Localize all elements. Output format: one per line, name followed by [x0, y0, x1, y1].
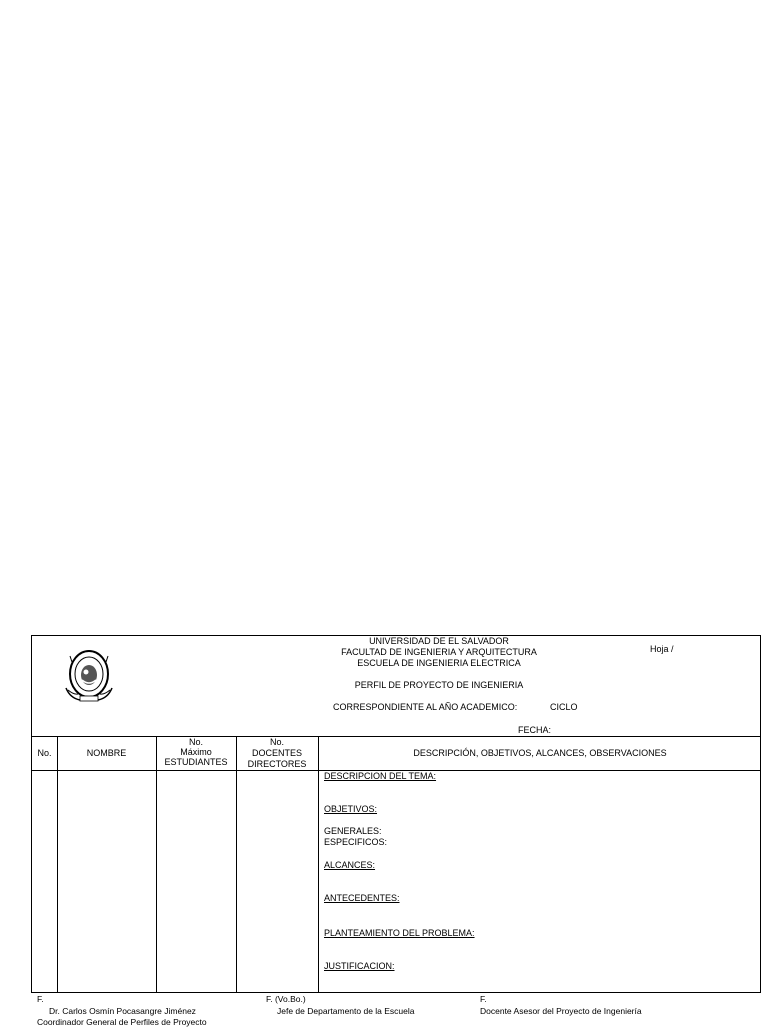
header-divider — [32, 736, 760, 737]
school-name: ESCUELA DE INGENIERIA ELECTRICA — [357, 658, 521, 668]
section-scope: ALCANCES: — [324, 860, 376, 870]
signature-left-role: Coordinador General de Perfiles de Proyecto — [37, 1017, 207, 1027]
column-divider — [156, 736, 157, 992]
column-header-name: NOMBRE — [86, 748, 127, 758]
column-header-description: DESCRIPCIÓN, OBJETIVOS, ALCANCES, OBSERVACIONES — [413, 748, 667, 758]
university-name: UNIVERSIDAD DE EL SALVADOR — [369, 636, 509, 646]
signature-right-f: F. — [480, 994, 487, 1004]
section-background: ANTECEDENTES: — [324, 893, 400, 903]
sheet-label: Hoja / — [650, 644, 674, 654]
signature-left-name: Dr. Carlos Osmín Pocasangre Jiménez — [49, 1006, 196, 1016]
signature-middle-f: F. (Vo.Bo.) — [266, 994, 306, 1004]
column-divider — [236, 736, 237, 992]
column-divider — [318, 736, 319, 992]
faculty-name: FACULTAD DE INGENIERIA Y ARQUITECTURA — [341, 647, 537, 657]
section-objectives: OBJETIVOS: — [324, 804, 378, 814]
column-divider — [57, 736, 58, 992]
section-specific: ESPECIFICOS: — [324, 837, 388, 847]
section-description-topic: DESCRIPCION DEL TEMA: — [324, 771, 437, 781]
section-problem: PLANTEAMIENTO DEL PROBLEMA: — [324, 928, 475, 938]
university-seal-icon — [64, 648, 114, 706]
signature-left-f: F. — [37, 994, 44, 1004]
project-profile-form — [31, 635, 761, 993]
section-justification: JUSTIFICACION: — [324, 961, 395, 971]
column-header-no: No. — [37, 748, 52, 758]
signature-right-role: Docente Asesor del Proyecto de Ingeniería — [480, 1006, 642, 1016]
signature-middle-role: Jefe de Departamento de la Escuela — [277, 1006, 415, 1016]
column-header-directors: No. DOCENTES DIRECTORES — [247, 737, 307, 769]
section-general: GENERALES: — [324, 826, 382, 836]
form-title: PERFIL DE PROYECTO DE INGENIERIA — [354, 680, 524, 690]
column-header-max-students: No. Máximo ESTUDIANTES — [164, 737, 228, 767]
academic-year-label: CORRESPONDIENTE AL AÑO ACADEMICO: — [333, 702, 518, 712]
date-label: FECHA: — [518, 725, 552, 735]
cycle-label: CICLO — [550, 702, 578, 712]
